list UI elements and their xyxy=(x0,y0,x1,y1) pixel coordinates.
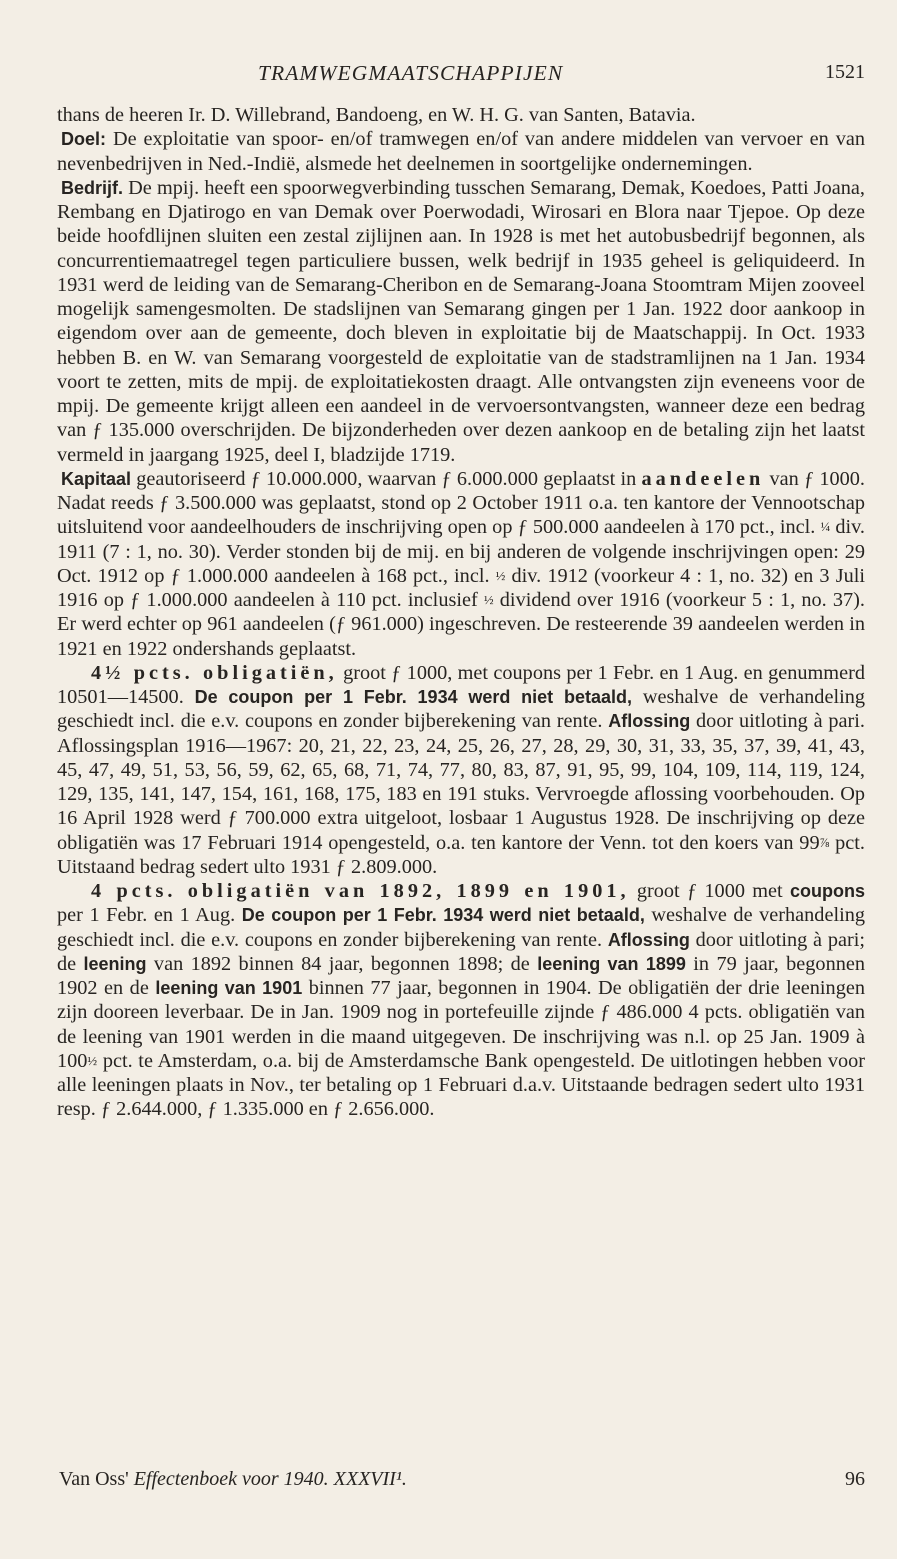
page-header xyxy=(55,61,865,91)
lead-kapitaal: Kapitaal xyxy=(61,468,132,489)
bold-term: Aflossing xyxy=(608,711,691,732)
bold-term: leening van 1899 xyxy=(537,953,686,974)
paragraph-obligaties-4-5 xyxy=(57,661,865,879)
bold-term: leening van 1901 xyxy=(155,978,303,998)
text-run: geautoriseerd ƒ 10.000.000, waarvan ƒ 6.000.000 geplaatst in xyxy=(131,467,642,490)
bond-number: 4½ xyxy=(91,661,125,684)
text-run: div. 1911 (7 : 1, no. 30). Verder stonden bij de mij. en bij anderen de volgende inschrijvingen open: 29 Oct. 1912 op ƒ 1.000.000 aandeelen à 168 pct., incl. xyxy=(57,516,866,587)
paragraph-kapitaal xyxy=(57,467,865,661)
lead-doel: Doel: xyxy=(61,129,106,150)
footer-source xyxy=(59,1468,407,1491)
text-run: div. 1912 (voorkeur 4 : 1, no. 32) en 3 Juli 1916 op ƒ 1.000.000 aandeelen à 110 pct. inclusief xyxy=(57,564,865,611)
text-run: groot ƒ 1000, met coupons per 1 Febr. en 1 Aug. en genummerd 10501—14500. xyxy=(57,661,865,708)
text-run: door uitloting à pari. Aflossingsplan 1916—1967: 20, 21, 22, 23, 24, 25, 26, 27, 28, 29, 30, 31, 33, 35, 37, 39, 41, 43, 45, 47, 49, 51, 53, 56, 59, 62, 65, 68, 71, 74, 77, 80, 83, 87, 91, 95, 99, 104, 109, 114, 119, 124, 129, 135, 141, 147, 154, 161, 168, 175, 183 en 191 stuks. Vervroegde aflossing voorbehouden. Op 16 April 1928 werd ƒ 700.000 extra uitgeloot, losbaar 1 Augustus 1928. De inschrijving op deze obligatiën was 17 Februari 1914 opengesteld, o.a. ten kantore der Venn. tot den koers van 99 xyxy=(57,710,865,854)
text-run: weshalve de verhandeling geschiedt incl. die e.v. coupons en zonder bijberekening van rente. xyxy=(57,686,865,733)
text-run: binnen 77 jaar, begonnen in 1904. De obligatiën der drie leeningen zijn dooreen leverbaar. De in Jan. 1909 nog in portefeuille zijnde ƒ 486.000 4 pcts. obligatiën van de leening van 1901 werden in die maand uitgegeven. De inschrijving was n.l. op 25 Jan. 1909 à 100 xyxy=(57,977,865,1072)
text-run: door uitloting à pari; de xyxy=(57,928,865,975)
text-run: pct. Uitstaand bedrag sedert ulto 1931 ƒ 2.809.000. xyxy=(57,831,865,878)
fraction: ½ xyxy=(87,1052,98,1068)
footer-prefix: Van Oss' xyxy=(59,1468,134,1490)
article-body xyxy=(57,103,865,1122)
lead-bedrijf: Bedrijf. xyxy=(61,177,124,198)
fraction: ½ xyxy=(495,567,506,583)
paragraph-bedrijf xyxy=(57,176,865,467)
text-run: dividend over 1916 (voorkeur 5 : 1, no. 37). Er werd echter op 961 aandeelen (ƒ 961.000) ingeschreven. De resteerende 39 aandeelen werden in 1921 en 1922 ondershands geplaatst. xyxy=(57,589,865,660)
paragraph-directors xyxy=(57,103,865,127)
text-run: per 1 Febr. en 1 Aug. xyxy=(57,904,242,927)
bold-notice: De coupon per 1 Febr. 1934 werd niet betaald, xyxy=(241,905,645,926)
text-run: groot ƒ 1000 met xyxy=(629,880,790,902)
bold-term: coupons xyxy=(790,881,865,901)
running-head: TRAMWEGMAATSCHAPPIJEN xyxy=(258,61,564,85)
bold-notice: De coupon per 1 Febr. 1934 werd niet betaald, xyxy=(194,687,632,707)
page-number: 1521 xyxy=(825,61,865,83)
bold-term: Aflossing xyxy=(607,929,690,950)
fraction: ½ xyxy=(483,592,494,607)
spaced-term: pcts. obligatiën, xyxy=(124,661,338,684)
fraction: ⅞ xyxy=(819,834,830,850)
spaced-term: 4 pcts. obligatiën van 1892, 1899 en 1901, xyxy=(91,880,630,902)
paragraph-text: De mpij. heeft een spoorwegverbinding tusschen Semarang, Demak, Koedoes, Patti Joana, Rembang en Djatirogo en van Demak over Poerwodadi, Wirosari en Blora naar Tjepoe. Op deze beide hoofdlijnen sluiten een zestal zijlijnen aan. In 1928 is met het autobusbedrijf begonnen, als concurrentiemaatregel tegen particuliere bussen, welk bedrijf in 1935 geheel is geliquideerd. In 1931 werd de leiding van de Semarang-Cheribon en de Semarang-Joana Stoomtram Mijen zooveel mogelijk samengesmolten. De stadslijnen van Semarang gingen per 1 Jan. 1922 door aankoop in eigendom over aan de gemeente, doch bleven in exploitatie bij de Maatschappij. In Oct. 1933 hebben B. en W. van Semarang voorgesteld de exploitatie van de stadstramlijnen na 1 Jan. 1934 voort te zetten, mits de mpij. de exploitatiekosten draagt. Alle ontvangsten zijn eveneens voor de mpij. De gemeente krijgt alleen een aandeel in de vervoersontvangsten, wanneer deze een bedrag van ƒ 135.000 overschrijden. De bijzonderheden over dezen aankoop en de betaling zijn het laatst vermeld in jaargang 1925, deel I, bladzijde 1719. xyxy=(57,176,865,466)
fraction: ¼ xyxy=(820,519,831,535)
text-run: weshalve de verhandeling geschiedt incl. die e.v. coupons en zonder bijberekening van rente. xyxy=(57,904,866,951)
text-run: pct. te Amsterdam, o.a. bij de Amsterdamsche Bank opengesteld. De uitlotingen hebben voor alle leeningen plaats in Nov., ter betaling op 1 Februari d.a.v. Uitstaande bedragen sedert ulto 1931 resp. ƒ 2.644.000, ƒ 1.335.000 en ƒ 2.656.000. xyxy=(57,1049,865,1121)
paragraph-doel xyxy=(57,127,865,176)
spaced-term: aandeelen xyxy=(641,467,765,490)
footer-title: Effectenboek voor 1940. XXXVII¹. xyxy=(133,1468,407,1490)
text-run: in 79 jaar, begonnen 1902 en de xyxy=(57,952,865,999)
paragraph-text: De exploitatie van spoor- en/of tramwegen en/of van andere middelen van vervoer en van nevenbedrijven in Ned.-Indië, alsmede het deelnemen in soortgelijke ondernemingen. xyxy=(57,128,865,175)
text-run: van ƒ 1000. Nadat reeds ƒ 3.500.000 was geplaatst, stond op 2 October 1911 o.a. ten kantore der Vennootschap uitsluitend voor aandeelhouders de inschrijving open op ƒ 500.000 aandeelen à 170 pct., incl. xyxy=(57,467,865,539)
bold-term: leening xyxy=(83,953,147,974)
paragraph-obligaties-4 xyxy=(57,879,865,1122)
paragraph-text: thans de heeren Ir. D. Willebrand, Bandoeng, en W. H. G. van Santen, Batavia. xyxy=(57,104,696,126)
text-run: van 1892 binnen 84 jaar, begonnen 1898; de xyxy=(146,952,538,975)
footer-number: 96 xyxy=(845,1468,865,1490)
